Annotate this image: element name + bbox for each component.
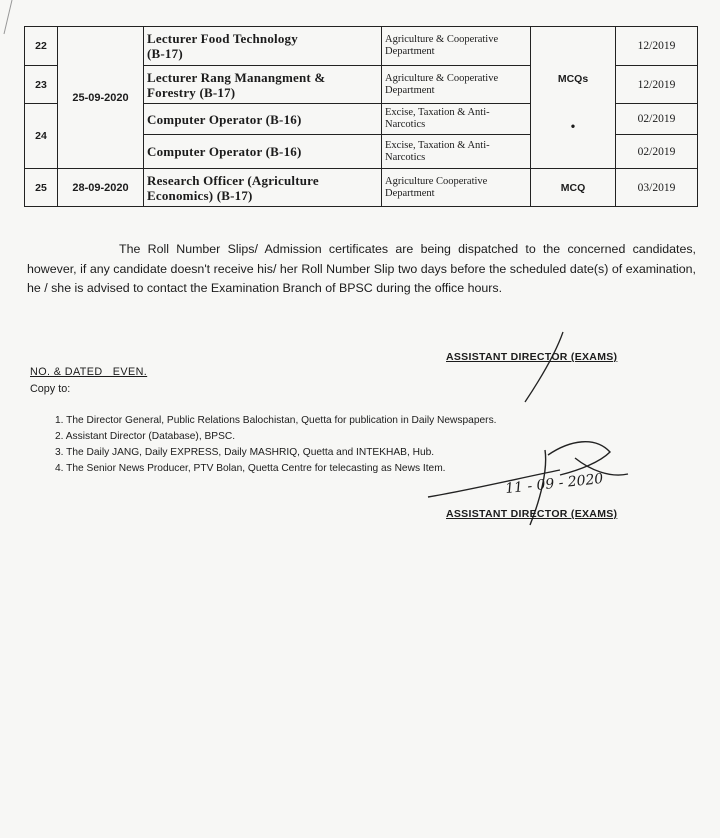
advertisement-number: 12/2019 [616,66,698,104]
advertisement-number: 12/2019 [616,27,698,66]
assistant-director-title: ASSISTANT DIRECTOR (EXAMS) [446,508,618,520]
list-item: 3. The Daily JANG, Daily EXPRESS, Daily MASHRIQ, Quetta and INTEKHAB, Hub. [55,447,435,458]
advertisement-number: 02/2019 [616,135,698,169]
serial-number: 24 [25,104,58,169]
department: Excise, Taxation & Anti- Narcotics [382,135,531,169]
list-item: 1. The Director General, Public Relations Balochistan, Quetta for publication in Daily Newspapers. [55,415,497,426]
post-name: Lecturer Food Technology (B-17) [144,27,382,66]
list-item: 2. Assistant Director (Database), BPSC. [55,431,236,442]
exam-date: 28-09-2020 [58,169,144,207]
list-item: 4. The Senior News Producer, PTV Bolan, Quetta Centre for telecasting as News Item. [55,463,446,474]
exam-mode: MCQ [531,169,616,207]
department: Agriculture Cooperative Department [382,169,531,207]
post-name: Computer Operator (B-16) [144,104,382,135]
department: Agriculture & Cooperative Department [382,66,531,104]
post-name: Lecturer Rang Manangment & Forestry (B-17) [144,66,382,104]
assistant-director-title: ASSISTANT DIRECTOR (EXAMS) [446,351,618,363]
handwritten-date: 11 - 09 - 2020 [504,470,605,498]
serial-number: 23 [25,66,58,104]
reference-number: NO. & DATED EVEN. [30,366,148,378]
department: Excise, Taxation & Anti- Narcotics [382,104,531,135]
department: Agriculture & Cooperative Department [382,27,531,66]
notice-paragraph: The Roll Number Slips/ Admission certificates are being dispatched to the concerned candidates, however, if any candidate doesn't receive his/ her Roll Number Slip two days before the scheduled date(s) of examination, he / she is advised to contact the Examination Branch of BPSC during the office hours. [27,242,696,295]
copy-to-label: Copy to: [30,383,71,395]
post-name: Research Officer (Agriculture Economics) (B-17) [144,169,382,207]
post-name: Computer Operator (B-16) [144,135,382,169]
serial-number: 22 [25,27,58,66]
advertisement-number: 03/2019 [616,169,698,207]
serial-number: 25 [25,169,58,207]
bullet-mark: • [570,118,576,133]
exam-date: 25-09-2020 [58,27,144,169]
advertisement-number: 02/2019 [616,104,698,135]
exam-mode: MCQs • [531,27,616,169]
